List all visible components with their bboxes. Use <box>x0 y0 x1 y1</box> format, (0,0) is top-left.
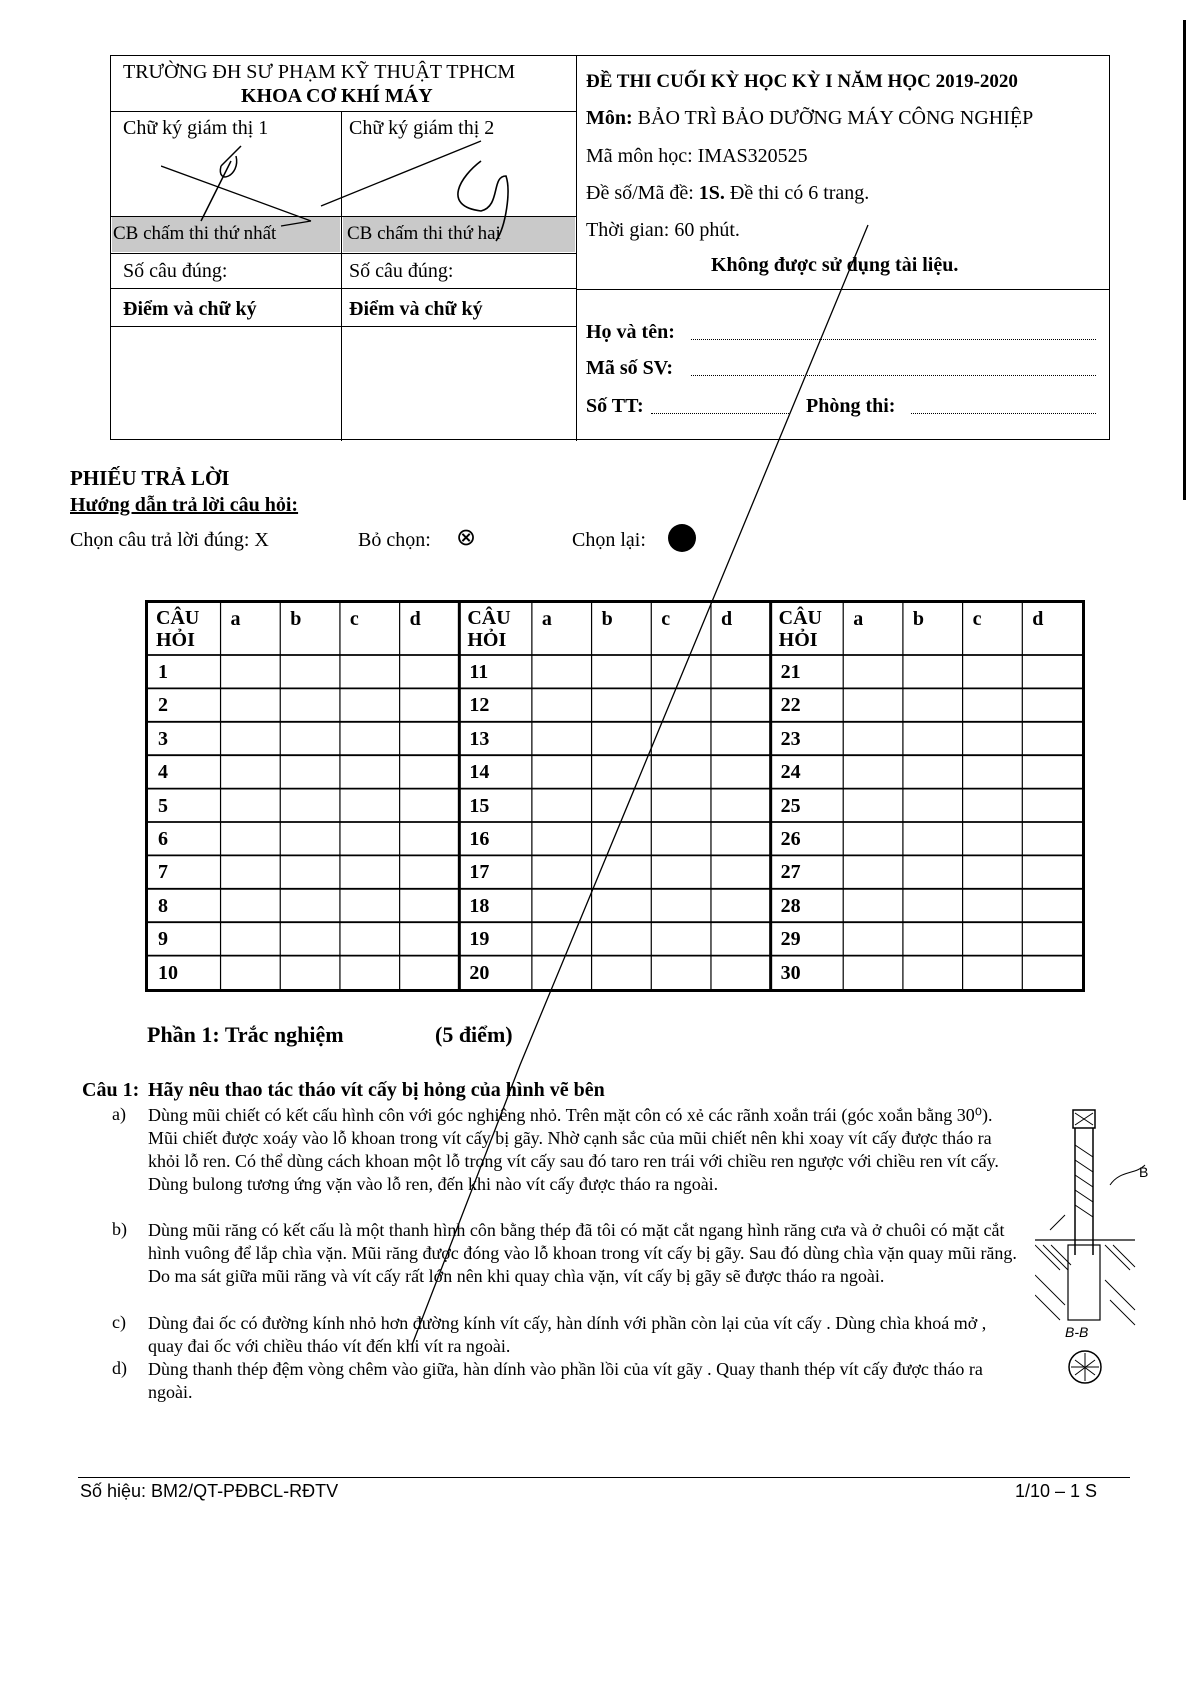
answer-cell-10-a[interactable] <box>223 958 279 987</box>
subject-name: BẢO TRÌ BẢO DƯỠNG MÁY CÔNG NGHIỆP <box>637 107 1034 129</box>
answer-cell-26-a[interactable] <box>845 824 901 853</box>
answer-cell-22-c[interactable] <box>965 690 1021 719</box>
answer-cell-3-c[interactable] <box>342 724 398 753</box>
option-header-c: c <box>661 608 671 630</box>
answer-cell-27-a[interactable] <box>845 857 901 886</box>
figure-section-label: B-B <box>1065 1324 1089 1340</box>
question-number: 11 <box>469 661 489 683</box>
question-number: 17 <box>469 861 490 884</box>
answer-cell-24-b[interactable] <box>905 757 961 786</box>
question-number: 20 <box>469 961 490 984</box>
answer-cell-1-b[interactable] <box>282 657 338 686</box>
scan-edge-mark <box>1183 20 1186 500</box>
answer-cell-8-a[interactable] <box>223 891 279 920</box>
question-number: 13 <box>469 727 490 750</box>
option-header-c: c <box>349 608 359 630</box>
question-number: 27 <box>780 861 801 884</box>
answer-cell-5-c[interactable] <box>342 791 398 820</box>
answer-cell-9-d[interactable] <box>402 924 458 953</box>
question-number: 6 <box>158 828 168 850</box>
answer-cell-23-d[interactable] <box>1024 724 1080 753</box>
answer-cell-15-b[interactable] <box>594 791 650 820</box>
question-number: 28 <box>780 894 801 917</box>
answer-cell-6-a[interactable] <box>223 824 279 853</box>
answer-cell-21-a[interactable] <box>845 657 901 686</box>
option-header-d: d <box>1032 608 1044 630</box>
answer-cell-8-d[interactable] <box>402 891 458 920</box>
question1-label: Câu 1: <box>82 1079 140 1101</box>
exam-code-line <box>586 183 869 203</box>
student-id-field[interactable] <box>691 375 1096 376</box>
answer-cell-17-a[interactable] <box>534 857 590 886</box>
answer-cell-22-d[interactable] <box>1024 690 1080 719</box>
answer-cell-5-b[interactable] <box>282 791 338 820</box>
question-number: 12 <box>469 694 490 717</box>
option-b-text: Dùng mũi răng có kết cấu là một thanh hình côn bằng thép đã tôi có mặt cắt ngang hình răng cưa và ở chuôi có mặt cắt hình vuông để lắp chìa vặn. Mũi răng được đóng vào lỗ khoan trong vít cấy bị gãy. Sau đó dùng chìa vặn quay mũi răng. Do ma sát giữa mũi răng và vít cấy rất lớn nên khi quay chìa vặn, vít cấy bị gãy sẽ được tháo ra ngoài. <box>148 1220 1017 1286</box>
exam-header-table <box>110 55 1110 440</box>
answer-cell-1-c[interactable] <box>342 657 398 686</box>
answer-cell-15-a[interactable] <box>534 791 590 820</box>
option-header-b: b <box>290 608 302 630</box>
correct-count-2: Số câu đúng: <box>349 260 454 282</box>
faculty-name: KHOA CƠ KHÍ MÁY <box>241 85 433 107</box>
course-code: Mã môn học: IMAS320525 <box>586 145 808 167</box>
answer-cell-19-d[interactable] <box>713 924 769 953</box>
question-number: 30 <box>780 961 801 984</box>
answer-cell-15-c[interactable] <box>653 791 709 820</box>
answer-cell-3-b[interactable] <box>282 724 338 753</box>
exam-code: 1S. <box>698 182 725 204</box>
question-number: 21 <box>780 661 801 683</box>
answer-cell-14-b[interactable] <box>594 757 650 786</box>
answer-cell-19-b[interactable] <box>594 924 650 953</box>
option-c-letter: c) <box>112 1312 126 1332</box>
answer-cell-5-d[interactable] <box>402 791 458 820</box>
filled-circle-icon <box>668 524 696 552</box>
answer-cell-26-b[interactable] <box>905 824 961 853</box>
answer-cell-25-a[interactable] <box>845 791 901 820</box>
answer-cell-7-d[interactable] <box>402 857 458 886</box>
answer-cell-3-a[interactable] <box>223 724 279 753</box>
page-count: Đề thi có 6 trang. <box>729 182 870 204</box>
student-id-label: Mã số SV: <box>586 357 674 379</box>
grader1-label: CB chấm thi thứ nhất <box>113 223 277 244</box>
option-header-b: b <box>601 608 613 630</box>
answer-cell-2-d[interactable] <box>402 690 458 719</box>
answer-cell-20-c[interactable] <box>653 958 709 987</box>
score-sign-1: Điểm và chữ ký <box>123 298 257 320</box>
question-header-line1: CÂU <box>778 607 822 629</box>
choose-instruction: Chọn câu trả lời đúng: X <box>70 529 269 551</box>
question-number: 19 <box>469 928 490 951</box>
question-number: 9 <box>158 928 168 951</box>
answer-cell-15-d[interactable] <box>713 791 769 820</box>
unselect-instruction: Bỏ chọn: <box>358 529 431 551</box>
answer-cell-4-a[interactable] <box>223 757 279 786</box>
answer-cell-21-c[interactable] <box>965 657 1021 686</box>
question-column-header <box>467 607 510 651</box>
option-d-text: Dùng thanh thép đệm vòng chêm vào giữa, hàn dính vào phần lồi của vít gãy . Quay thanh thép vít cấy được tháo ra ngoài. <box>148 1359 983 1402</box>
exam-room-label: Phòng thi: <box>806 395 896 417</box>
question1-text: Hãy nêu thao tác tháo vít cấy bị hỏng của hình vẽ bên <box>148 1079 605 1101</box>
answer-cell-22-b[interactable] <box>905 690 961 719</box>
answer-cell-20-d[interactable] <box>713 958 769 987</box>
answer-cell-19-a[interactable] <box>534 924 590 953</box>
answer-cell-28-c[interactable] <box>965 891 1021 920</box>
answer-cell-22-a[interactable] <box>845 690 901 719</box>
exam-time: Thời gian: 60 phút. <box>586 219 740 241</box>
answer-cell-21-d[interactable] <box>1024 657 1080 686</box>
option-c-text: Dùng đai ốc có đường kính nhỏ hơn đường kính vít cấy, hàn dính với phần còn lại của vít cấy . Dùng chìa khoá mở , quay đai ốc với chiều tháo vít đến khi vít ra ngoài. <box>148 1313 987 1356</box>
grader2-label: CB chấm thi thứ hai <box>347 223 501 244</box>
answer-cell-11-d[interactable] <box>713 657 769 686</box>
answer-cell-1-d[interactable] <box>402 657 458 686</box>
answer-cell-4-c[interactable] <box>342 757 398 786</box>
question-column-header <box>779 607 822 651</box>
answer-cell-30-c[interactable] <box>965 958 1021 987</box>
question-number: 4 <box>158 761 168 784</box>
option-header-a: a <box>541 608 552 630</box>
answer-cell-20-a[interactable] <box>534 958 590 987</box>
answer-cell-16-b[interactable] <box>594 824 650 853</box>
option-d-letter: d) <box>112 1358 127 1378</box>
score-sign-2: Điểm và chữ ký <box>349 298 483 320</box>
question-number: 18 <box>469 894 490 917</box>
proctor1-label: Chữ ký giám thị 1 <box>123 117 269 139</box>
answer-cell-24-d[interactable] <box>1024 757 1080 786</box>
answer-cell-23-b[interactable] <box>905 724 961 753</box>
answer-cell-4-b[interactable] <box>282 757 338 786</box>
reselect-instruction: Chọn lại: <box>572 529 646 551</box>
answer-cell-16-a[interactable] <box>534 824 590 853</box>
question-header-line2: HỎI <box>778 629 818 651</box>
answer-cell-13-d[interactable] <box>713 724 769 753</box>
question-header-line2: HỎI <box>467 629 507 651</box>
option-header-d: d <box>720 608 733 630</box>
answer-cell-11-b[interactable] <box>594 657 650 686</box>
answer-cell-29-c[interactable] <box>965 924 1021 953</box>
answer-cell-8-c[interactable] <box>342 891 398 920</box>
answer-cell-26-d[interactable] <box>1024 824 1080 853</box>
page-number: 1/10 – 1 S <box>1015 1481 1098 1501</box>
stud-extractor-figure <box>1035 1105 1155 1390</box>
answer-cell-9-c[interactable] <box>342 924 398 953</box>
question-number: 16 <box>469 828 490 850</box>
answer-cell-30-d[interactable] <box>1024 958 1080 987</box>
answer-cell-11-a[interactable] <box>534 657 590 686</box>
answer-cell-3-d[interactable] <box>402 724 458 753</box>
question-number: 15 <box>469 794 490 817</box>
answer-cell-28-b[interactable] <box>905 891 961 920</box>
answer-cell-14-a[interactable] <box>534 757 590 786</box>
part1-points: (5 điểm) <box>435 1022 513 1047</box>
answer-cell-12-c[interactable] <box>653 690 709 719</box>
answer-cell-16-d[interactable] <box>713 824 769 853</box>
answer-cell-16-c[interactable] <box>653 824 709 853</box>
question-number: 8 <box>158 894 168 917</box>
student-name-field[interactable] <box>691 339 1096 340</box>
question-number: 2 <box>158 694 168 717</box>
option-a-text: Dùng mũi chiết có kết cấu hình côn với góc nghiêng nhỏ. Trên mặt côn có xẻ các rãnh xoắn trái (góc xoắn bằng 30⁰). Mũi chiết được xoáy vào lỗ khoan trong vít cấy bị gãy. Nhờ cạnh sắc của mũi chiết nên khi xoay vít cấy được tháo ra khỏi lỗ ren. Có thể dùng cách khoan một lỗ trong vít cấy sau đó taro ren trái với chiều ren ngược với chiều ren vít cấy. Dùng bulong tương ứng vặn vào lỗ ren, đến khi nào vít cấy được tháo ra ngoài. <box>148 1105 999 1194</box>
question-header-line1: CÂU <box>467 607 511 629</box>
proctor2-label: Chữ ký giám thị 2 <box>349 117 495 139</box>
exam-code-label: Đề số/Mã đề: <box>586 182 694 204</box>
question-number: 24 <box>780 761 801 784</box>
answer-cell-17-b[interactable] <box>594 857 650 886</box>
answer-cell-6-d[interactable] <box>402 824 458 853</box>
answer-cell-13-c[interactable] <box>653 724 709 753</box>
option-header-b: b <box>912 608 925 630</box>
answer-cell-9-a[interactable] <box>223 924 279 953</box>
answer-cell-26-c[interactable] <box>965 824 1021 853</box>
answer-cell-25-d[interactable] <box>1024 791 1080 820</box>
option-header-c: c <box>972 608 982 630</box>
answer-cell-12-a[interactable] <box>534 690 590 719</box>
answer-cell-12-d[interactable] <box>713 690 769 719</box>
answer-cell-21-b[interactable] <box>905 657 961 686</box>
answer-cell-12-b[interactable] <box>594 690 650 719</box>
option-header-d: d <box>409 608 421 630</box>
answer-cell-2-a[interactable] <box>223 690 279 719</box>
answer-cell-27-b[interactable] <box>905 857 961 886</box>
answer-cell-18-c[interactable] <box>653 891 709 920</box>
seq-number-field[interactable] <box>651 413 789 414</box>
figure-mark-label: B <box>1139 1164 1149 1180</box>
answer-cell-24-a[interactable] <box>845 757 901 786</box>
answer-cell-13-b[interactable] <box>594 724 650 753</box>
question-number: 10 <box>158 961 178 984</box>
part1-title: Phần 1: Trắc nghiệm <box>147 1022 344 1047</box>
answer-cell-10-d[interactable] <box>402 958 458 987</box>
answer-sheet-title: PHIẾU TRẢ LỜI <box>70 466 230 490</box>
answer-cell-18-b[interactable] <box>594 891 650 920</box>
answer-cell-29-d[interactable] <box>1024 924 1080 953</box>
answer-cell-5-a[interactable] <box>223 791 279 820</box>
option-header-a: a <box>230 608 241 630</box>
answer-grid <box>145 600 1085 992</box>
question-number: 25 <box>780 794 801 817</box>
answer-cell-6-c[interactable] <box>342 824 398 853</box>
question-number: 14 <box>469 761 490 784</box>
question-number: 3 <box>158 727 168 750</box>
question-header-line1: CÂU <box>156 607 200 629</box>
question-number: 23 <box>780 727 801 750</box>
answer-cell-24-c[interactable] <box>965 757 1021 786</box>
option-header-a: a <box>853 608 864 630</box>
answer-cell-30-a[interactable] <box>845 958 901 987</box>
answer-cell-17-d[interactable] <box>713 857 769 886</box>
answer-cell-7-c[interactable] <box>342 857 398 886</box>
option-a-letter: a) <box>112 1104 126 1124</box>
question-number: 5 <box>158 794 168 817</box>
answer-cell-19-c[interactable] <box>653 924 709 953</box>
exam-room-field[interactable] <box>911 413 1096 414</box>
answer-cell-7-b[interactable] <box>282 857 338 886</box>
answer-cell-13-a[interactable] <box>534 724 590 753</box>
form-code: Số hiệu: BM2/QT-PĐBCL-RĐTV <box>80 1481 339 1501</box>
answer-guide-heading: Hướng dẫn trả lời câu hỏi: <box>70 494 299 516</box>
answer-cell-27-c[interactable] <box>965 857 1021 886</box>
answer-cell-20-b[interactable] <box>594 958 650 987</box>
answer-cell-8-b[interactable] <box>282 891 338 920</box>
answer-cell-28-a[interactable] <box>845 891 901 920</box>
university-name: TRƯỜNG ĐH SƯ PHẠM KỸ THUẬT TPHCM <box>123 61 516 83</box>
answer-cell-25-c[interactable] <box>965 791 1021 820</box>
subject-line <box>586 108 1033 128</box>
answer-cell-29-b[interactable] <box>905 924 961 953</box>
answer-cell-2-c[interactable] <box>342 690 398 719</box>
seq-number-label: Số TT: <box>586 395 644 417</box>
question-number: 29 <box>780 928 801 951</box>
answer-cell-4-d[interactable] <box>402 757 458 786</box>
answer-cell-23-a[interactable] <box>845 724 901 753</box>
no-materials-note: Không được sử dụng tài liệu. <box>711 254 959 276</box>
option-b-letter: b) <box>112 1219 127 1239</box>
answer-cell-14-c[interactable] <box>653 757 709 786</box>
answer-cell-25-b[interactable] <box>905 791 961 820</box>
correct-count-1: Số câu đúng: <box>123 260 228 282</box>
answer-cell-18-a[interactable] <box>534 891 590 920</box>
answer-cell-6-b[interactable] <box>282 824 338 853</box>
exam-title: ĐỀ THI CUỐI KỲ HỌC KỲ I NĂM HỌC 2019-2020 <box>586 71 1018 92</box>
answer-cell-2-b[interactable] <box>282 690 338 719</box>
student-name-label: Họ và tên: <box>586 321 675 343</box>
answer-cell-7-a[interactable] <box>223 857 279 886</box>
footer-rule <box>78 1477 1130 1478</box>
answer-cell-17-c[interactable] <box>653 857 709 886</box>
answer-cell-10-b[interactable] <box>282 958 338 987</box>
answer-cell-10-c[interactable] <box>342 958 398 987</box>
question-column-header <box>156 607 199 651</box>
answer-cell-29-a[interactable] <box>845 924 901 953</box>
answer-cell-23-c[interactable] <box>965 724 1021 753</box>
question-number: 7 <box>158 861 168 884</box>
answer-cell-30-b[interactable] <box>905 958 961 987</box>
question-header-line2: HỎI <box>156 629 195 651</box>
answer-cell-28-d[interactable] <box>1024 891 1080 920</box>
answer-cell-11-c[interactable] <box>653 657 709 686</box>
question-number: 22 <box>780 694 801 717</box>
unselect-symbol-icon: ⊗ <box>456 525 477 551</box>
answer-cell-14-d[interactable] <box>713 757 769 786</box>
question-number: 26 <box>780 828 801 850</box>
answer-cell-18-d[interactable] <box>713 891 769 920</box>
subject-label: Môn: <box>586 107 633 129</box>
answer-cell-9-b[interactable] <box>282 924 338 953</box>
answer-cell-27-d[interactable] <box>1024 857 1080 886</box>
answer-cell-1-a[interactable] <box>223 657 279 686</box>
question-number: 1 <box>158 661 168 683</box>
